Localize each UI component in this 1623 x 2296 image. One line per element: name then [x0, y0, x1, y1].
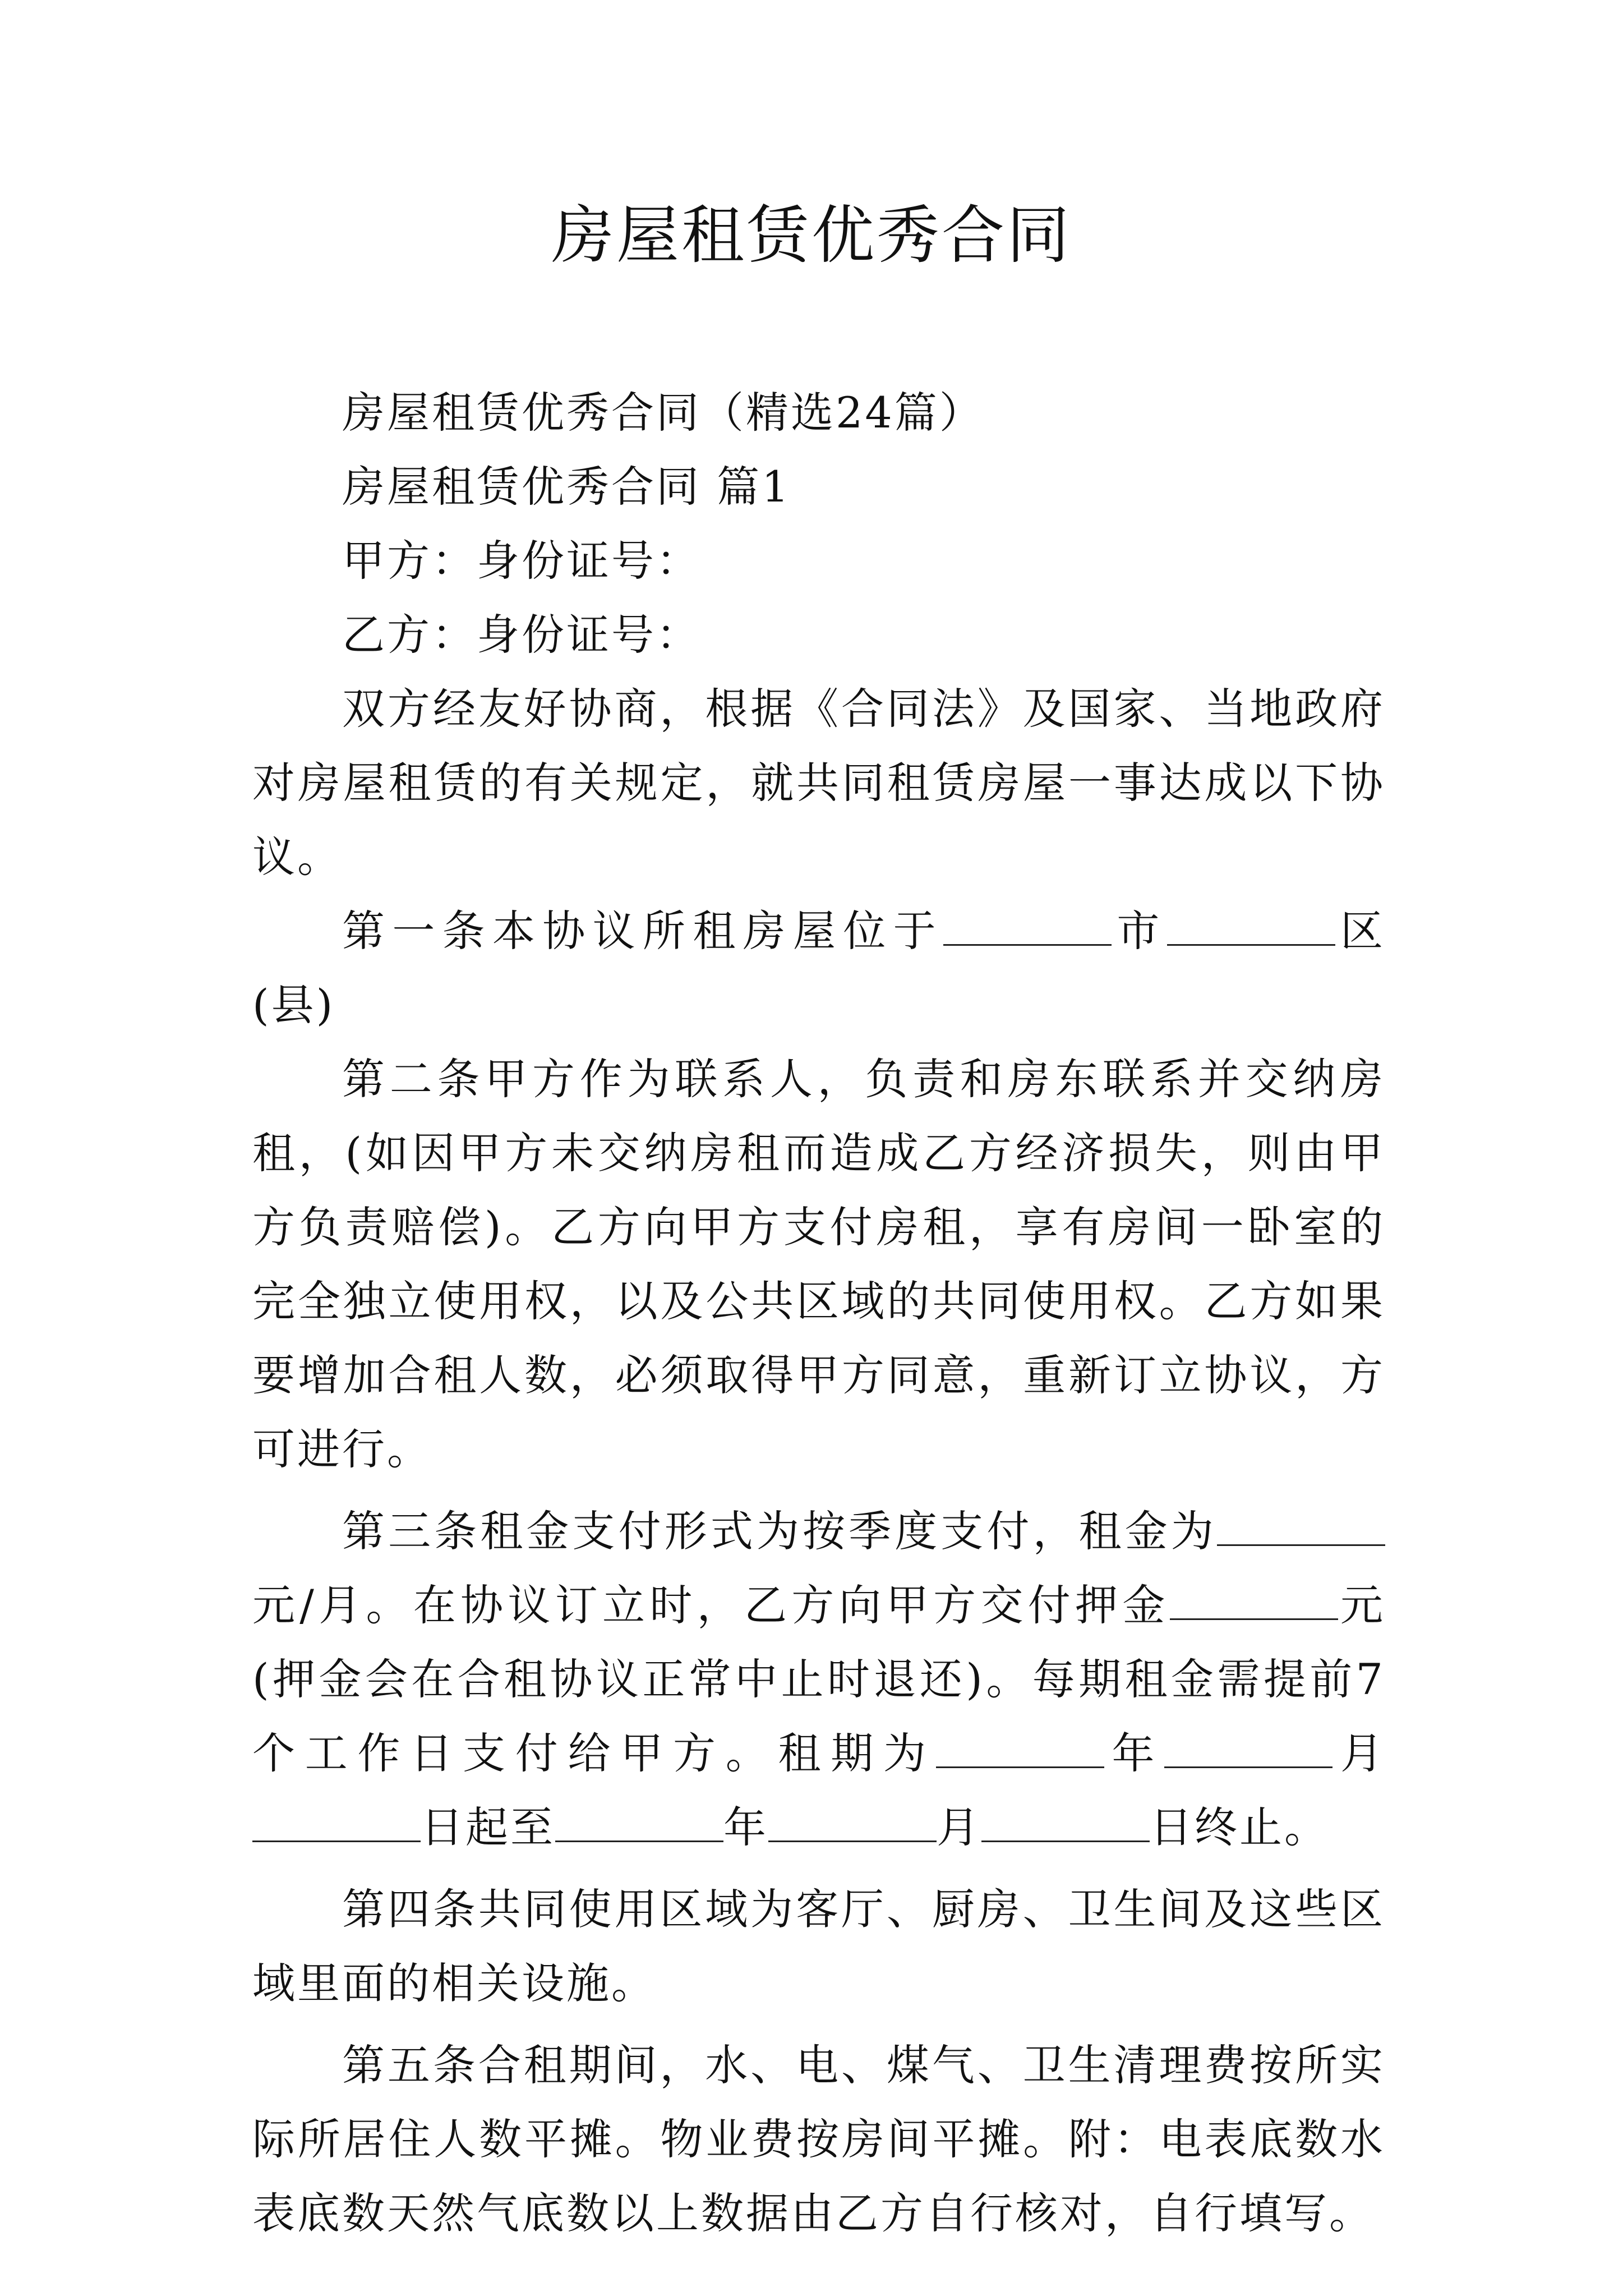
paragraph-article-5: 第五条合租期间，水、电、煤气、卫生清理费按所实际所居住人数平摊。物业费按房间平摊。附：电表底数水表底数天然气底数以上数据由乙方自行核对，自行填写。: [252, 2040, 1385, 2238]
article-3-text-h: 月: [937, 1802, 981, 1852]
paragraph-article-3: [252, 1494, 1385, 1865]
article-3-text-g: 年: [723, 1802, 768, 1852]
blank-end-day[interactable]: [981, 1806, 1150, 1842]
article-3-text-a: 第三条租金支付形式为按季度支付，租金为: [342, 1506, 1217, 1556]
paragraph-article-4: 第四条共同使用区域为客厅、厨房、卫生间及这些区域里面的相关设施。: [252, 1884, 1385, 2008]
blank-start-year[interactable]: [936, 1732, 1104, 1768]
article-1-text-c: 区(县): [252, 906, 1386, 1030]
article-3-text-b: 元/月。在协议订立时，乙方向甲方交付押金: [252, 1580, 1170, 1630]
paragraph-chapter-heading: 房屋租赁优秀合同 篇1: [342, 462, 791, 512]
blank-start-day[interactable]: [252, 1806, 421, 1842]
article-3-text-i: 日终止。: [1150, 1802, 1329, 1852]
article-1-text-b: 市: [1112, 906, 1167, 956]
paragraph-collection-title: 房屋租赁优秀合同（精选24篇）: [342, 388, 984, 438]
article-3-text-f: 日起至: [421, 1802, 555, 1852]
article-3-text-c: 元(押金会在合租协议正常中止时退还)。每期租金需提前7个工作日支付给甲方。租期为: [252, 1580, 1386, 1778]
blank-start-month[interactable]: [1164, 1732, 1332, 1768]
blank-deposit-amount[interactable]: [1170, 1584, 1338, 1620]
document-body: [252, 376, 1385, 2251]
paragraph-article-1: [252, 894, 1385, 1042]
paragraph-article-2: 第二条甲方作为联系人，负责和房东联系并交纳房租，(如因甲方未交纳房租而造成乙方经济损失，则由甲方负责赔偿)。乙方向甲方支付房租，享有房间一卧室的完全独立使用权，以及公共区域的共同使用权。乙方如果要增加合租人数，必须取得甲方同意，重新订立协议，方可进行。: [252, 1054, 1385, 1474]
document-title: 房屋租赁优秀合同: [551, 199, 1072, 272]
article-3-text-e: 月: [1332, 1728, 1385, 1778]
paragraph-party-a: 甲方：身份证号：: [342, 536, 701, 586]
paragraph-party-b: 乙方：身份证号：: [342, 610, 701, 660]
paragraph-preamble: 双方经友好协商，根据《合同法》及国家、当地政府对房屋租赁的有关规定，就共同租赁房屋一事达成以下协议。: [252, 684, 1385, 882]
article-1-text-a: 第一条本协议所租房屋位于: [342, 906, 943, 956]
blank-rent-amount[interactable]: [1217, 1510, 1385, 1546]
blank-district[interactable]: [1167, 909, 1335, 946]
blank-end-month[interactable]: [768, 1806, 937, 1842]
blank-city[interactable]: [943, 909, 1112, 946]
article-3-text-d: 年: [1104, 1728, 1165, 1778]
blank-end-year[interactable]: [555, 1806, 723, 1842]
